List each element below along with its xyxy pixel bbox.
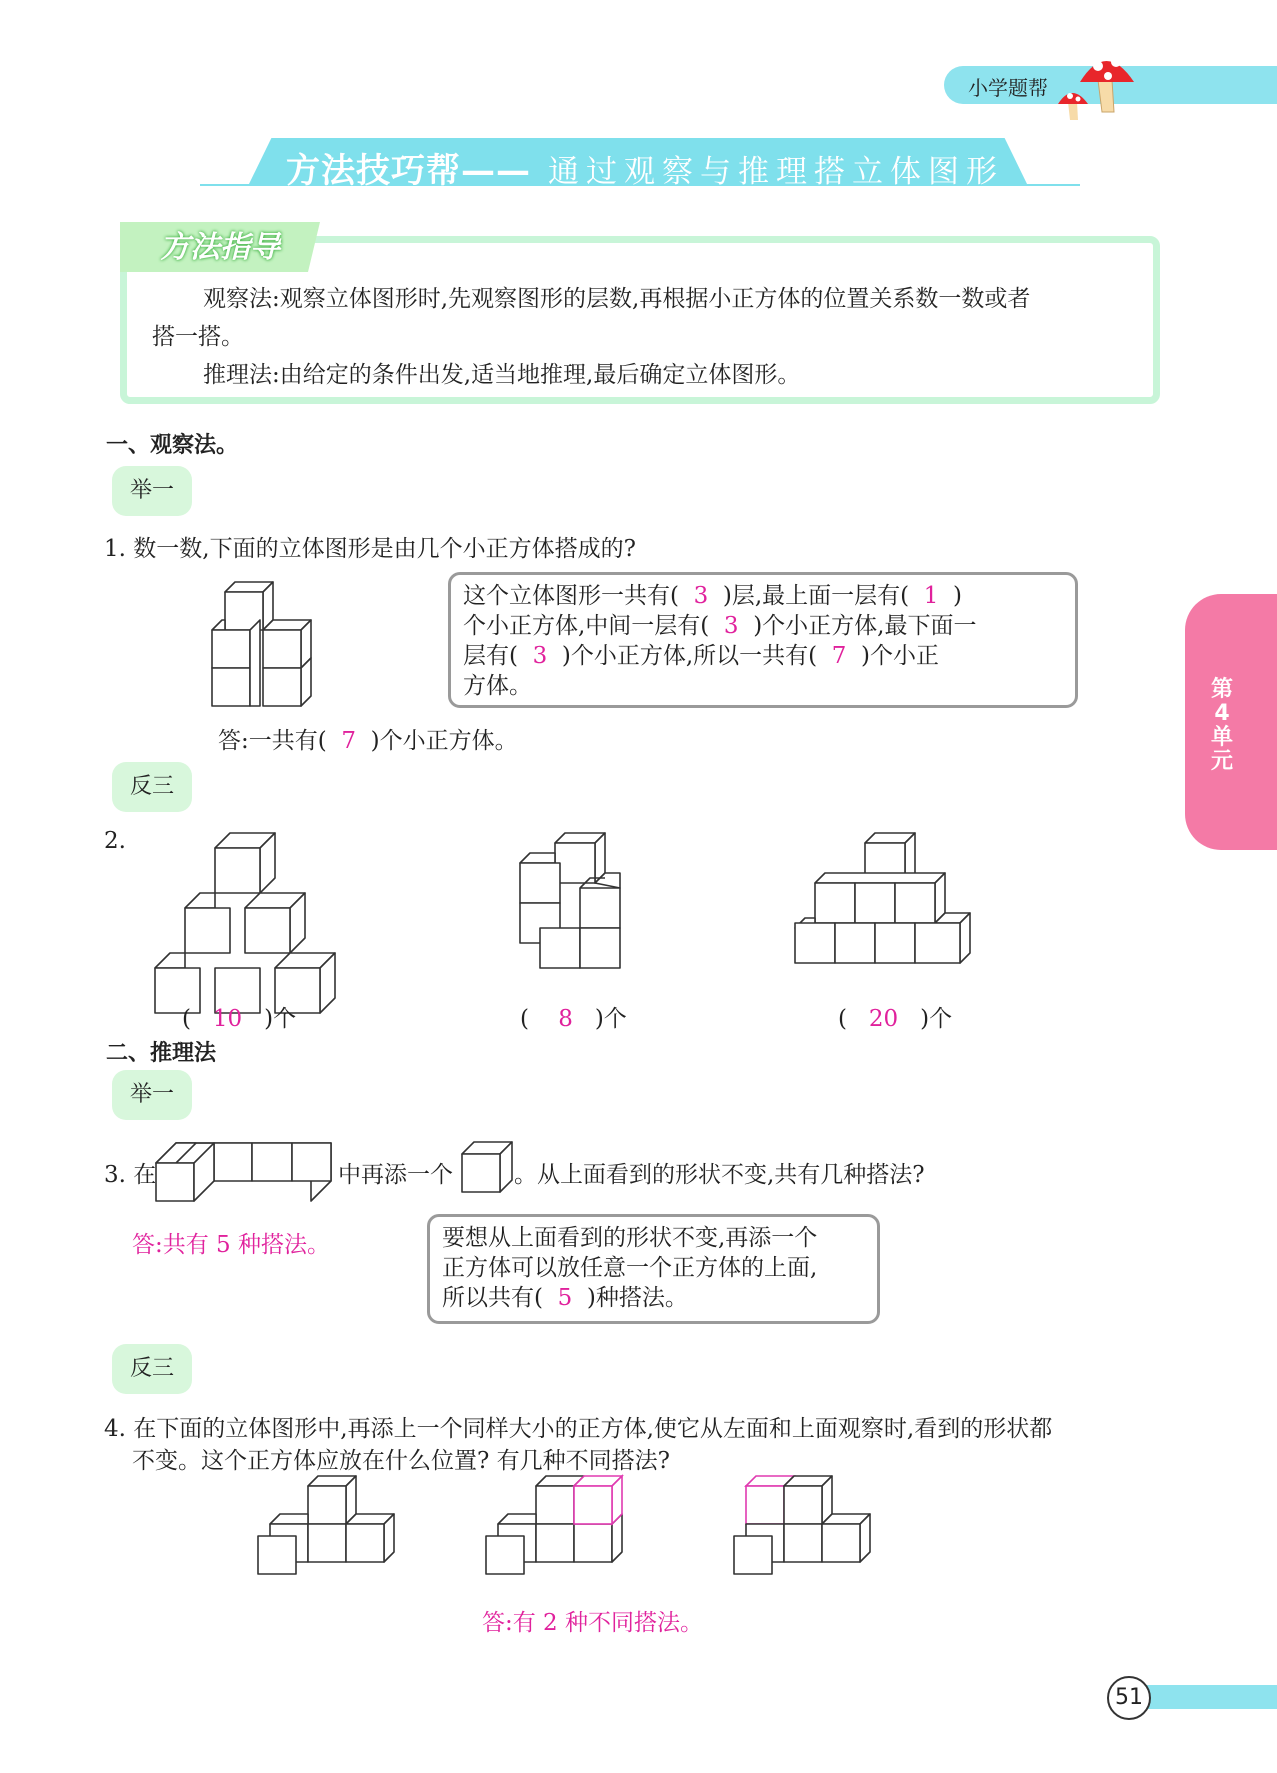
q4-line-2: 不变。这个正方体应放在什么位置? 有几种不同搭法? xyxy=(132,1448,670,1474)
example-chip-2: 举一 xyxy=(112,1070,192,1120)
section-reasoning-title: 二、推理法 xyxy=(106,1041,217,1066)
q4-option-b-figure xyxy=(734,1474,874,1574)
q3-hint-box: 要想从上面看到的形状不变,再添一个 正方体可以放任意一个正方体的上面, 所以共有( 5 )种搭法。 xyxy=(427,1214,880,1324)
guide-line-1b: 搭一搭。 xyxy=(152,324,244,350)
method-guide-label: 方法指导 xyxy=(160,230,280,265)
q1-answer: 答:一共有( 7 )个小正方体。 xyxy=(218,728,518,754)
page-title: 方法技巧帮—— xyxy=(286,151,531,191)
q3-prefix: 3. 在 xyxy=(104,1162,157,1188)
q2-terrace-figure xyxy=(795,828,975,978)
follow-up-chip-2: 反三 xyxy=(112,1344,192,1394)
mushroom-icon xyxy=(1058,44,1148,116)
q2-answer-1: ( 10 )个 xyxy=(182,1006,297,1032)
unit-side-label: 第 4 单 元 xyxy=(1210,677,1233,774)
example-chip: 举一 xyxy=(112,466,192,516)
q3-middle: 中再添一个 xyxy=(338,1162,453,1188)
question-2-label: 2. xyxy=(104,828,126,854)
q3-answer: 答:共有 5 种搭法。 xyxy=(132,1232,331,1258)
q1-cube-figure xyxy=(210,570,320,710)
q4-option-a-figure xyxy=(486,1474,626,1574)
page-subtitle: 通过观察与推理搭立体图形 xyxy=(548,154,1004,190)
q2-answer-3: ( 20 )个 xyxy=(838,1006,953,1032)
q2-pyramid-figure xyxy=(155,828,345,1003)
q2-stack-figure xyxy=(520,828,630,973)
section-observe-title: 一、观察法。 xyxy=(106,433,239,458)
q1-hint-box: 这个立体图形一共有( 3 )层,最上面一层有( 1 ) 个小正方体,中间一层有( 3 )个小正方体,最下面一 层有( 3 )个小正方体,所以一共有( 7 )个小正 方体。 xyxy=(448,572,1078,708)
page-number-bar xyxy=(1130,1685,1277,1709)
q3-row-figure xyxy=(156,1138,336,1200)
guide-line-2: 推理法:由给定的条件出发,适当地推理,最后确定立体图形。 xyxy=(203,362,801,388)
guide-line-1: 观察法:观察立体图形时,先观察图形的层数,再根据小正方体的位置关系数一数或者 xyxy=(203,286,1031,312)
q3-single-cube xyxy=(462,1142,512,1194)
page-number: 51 xyxy=(1107,1676,1151,1720)
brand-text: 小学题帮 xyxy=(968,76,1048,100)
q4-base-figure xyxy=(258,1474,398,1574)
q2-answer-2: ( 8 )个 xyxy=(520,1006,627,1032)
question-1: 1. 数一数,下面的立体图形是由几个小正方体搭成的? xyxy=(104,536,636,562)
q4-line-1: 4. 在下面的立体图形中,再添上一个同样大小的正方体,使它从左面和上面观察时,看到的形状都 xyxy=(104,1416,1053,1442)
follow-up-chip: 反三 xyxy=(112,762,192,812)
q4-answer: 答:有 2 种不同搭法。 xyxy=(482,1610,704,1636)
q3-suffix: 。从上面看到的形状不变,共有几种搭法? xyxy=(514,1162,925,1188)
